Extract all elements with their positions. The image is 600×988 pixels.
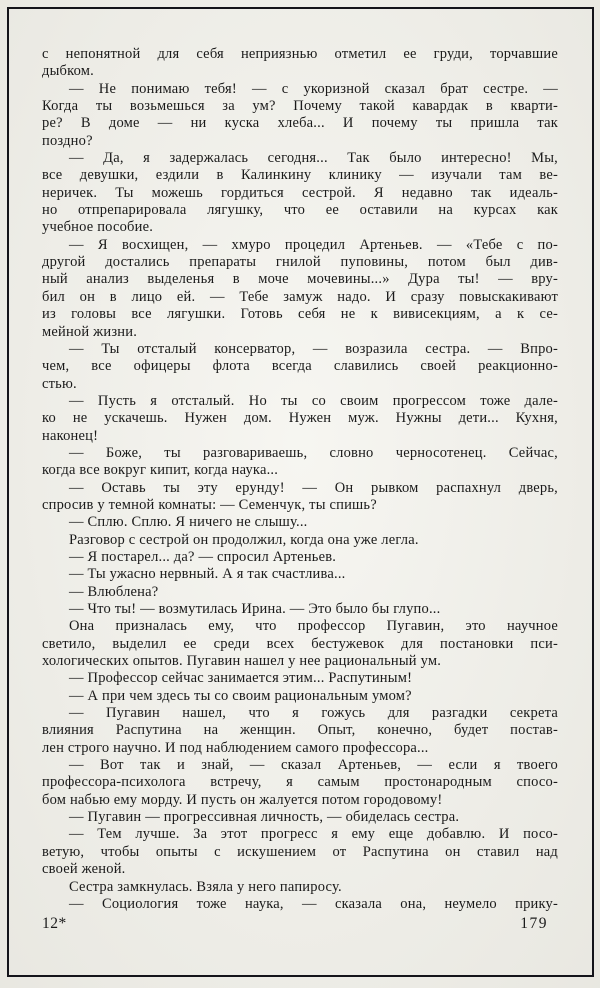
- text-line: — Тем лучше. За этот прогресс я ему еще добавлю. И посо-: [69, 826, 558, 843]
- text-line: — Пусть я отсталый. Но ты со своим прогрессом тоже дале-: [69, 392, 558, 409]
- text-line: Она призналась ему, что профессор Пугавин, это научное: [69, 618, 558, 635]
- text-line: чем, все офицеры флота всегда славились своей реакционно-: [42, 358, 558, 375]
- text-line: ный анализ выделенья в моче мочевины...» Дура ты! — вру-: [42, 271, 558, 288]
- text-line: лен строго научно. И под наблюдением самого профессора...: [42, 739, 429, 756]
- text-line: другой достались препараты гнилой пуповины, потом был див-: [42, 254, 558, 271]
- text-line: — Профессор сейчас занимается этим... Распутиным!: [69, 670, 413, 687]
- text-line: спросив у темной комнаты: — Семенчук, ты спишь?: [42, 496, 377, 513]
- text-line: — Вот так и знай, — сказал Артеньев, — если я твоего: [69, 757, 558, 774]
- text-line: — Оставь ты эту ерунду! — Он рывком распахнул дверь,: [69, 479, 558, 496]
- text-line: — Пугавин нашел, что я гожусь для разгадки секрета: [69, 705, 558, 722]
- text-line: профессора-психолога встречу, я самым простонародным спосо-: [42, 774, 558, 791]
- text-line: — Боже, ты разговариваешь, словно черносотенец. Сейчас,: [69, 444, 558, 461]
- text-line: Разговор с сестрой он продолжил, когда она уже легла.: [69, 531, 419, 548]
- text-line: — Не понимаю тебя! — с укоризной сказал брат сестре. —: [69, 80, 558, 97]
- text-line: — А при чем здесь ты со своим рациональным умом?: [69, 687, 412, 704]
- text-line: стью.: [42, 375, 77, 392]
- text-line: — Ты ужасно нервный. А я так счастлива...: [69, 566, 346, 583]
- text-line: — Что ты! — возмутилась Ирина. — Это было бы глупо...: [69, 601, 441, 617]
- text-line: учебное пособие.: [42, 219, 154, 236]
- text-line: светило, выделил ее среди всех бестужевок для постановки пси-: [42, 635, 558, 652]
- text-line: все девушки, ездили в Калинкину клинику — изучали там ве-: [42, 167, 558, 184]
- text-line: — Сплю. Сплю. Я ничего не слышу...: [69, 514, 308, 531]
- text-line: ветую, чтобы опыты с искушением от Распутина он ставил над: [42, 843, 558, 860]
- page-footer: [42, 915, 558, 933]
- text-line: с непонятной для себя неприязнью отметил ее груди, торчавшие: [42, 46, 558, 62]
- text-line: когда все вокруг кипит, когда наука...: [42, 462, 279, 479]
- text-line: бом набью ему морду. И пусть он жалуется потом городовому!: [42, 791, 443, 808]
- text-line: бил он в лицо ей. — Тебе замуж надо. И сразу повыскакивают: [42, 288, 558, 305]
- text-line: — Пугавин — прогрессивная личность, — обиделась сестра.: [69, 809, 460, 826]
- text-line: — Я восхищен, — хмуро процедил Артеньев. — «Тебе с по-: [69, 236, 558, 253]
- text-line: из головы все лягушки. Готовь себя не к вивисекциям, а к се-: [42, 306, 558, 323]
- text-line: но отпрепарировала лягушку, что ее оставили на курсах как: [42, 202, 558, 219]
- text-line: неричек. Ты можешь гордиться сестрой. Я недавно так идеаль-: [42, 184, 558, 201]
- text-line: поздно?: [42, 132, 93, 149]
- text-line: хологических опытов. Пугавин нашел у нее рациональный ум.: [42, 653, 442, 670]
- text-line: своей женой.: [42, 861, 126, 878]
- printer-signature-mark: 12*: [42, 915, 67, 932]
- text-line: ко не ускачешь. Нужен дом. Нужен муж. Нужны дети... Кухня,: [42, 410, 558, 427]
- text-line: Сестра замкнулась. Взяла у него папиросу.: [69, 878, 342, 895]
- page-text: [42, 46, 558, 913]
- text-line: — Да, я задержалась сегодня... Так было интересно! Мы,: [69, 150, 558, 167]
- text-line: дыбком.: [42, 63, 94, 80]
- text-line: ре? В доме — ни куска хлеба... И почему ты пришла так: [42, 115, 558, 132]
- text-line: мейной жизни.: [42, 323, 138, 340]
- text-line: — Я постарел... да? — спросил Артеньев.: [69, 548, 337, 565]
- page-number: 179: [520, 915, 548, 932]
- text-line: влияния Распутина на женщин. Опыт, конечно, будет постав-: [42, 722, 558, 739]
- text-line: — Социология тоже наука, — сказала она, неумело прику-: [69, 895, 558, 912]
- text-line: — Влюблена?: [69, 583, 159, 600]
- text-line: — Ты отсталый консерватор, — возразила сестра. — Впро-: [69, 340, 558, 357]
- text-line: Когда ты возьмешься за ум? Почему такой кавардак в кварти-: [42, 98, 558, 115]
- text-line: наконец!: [42, 427, 99, 444]
